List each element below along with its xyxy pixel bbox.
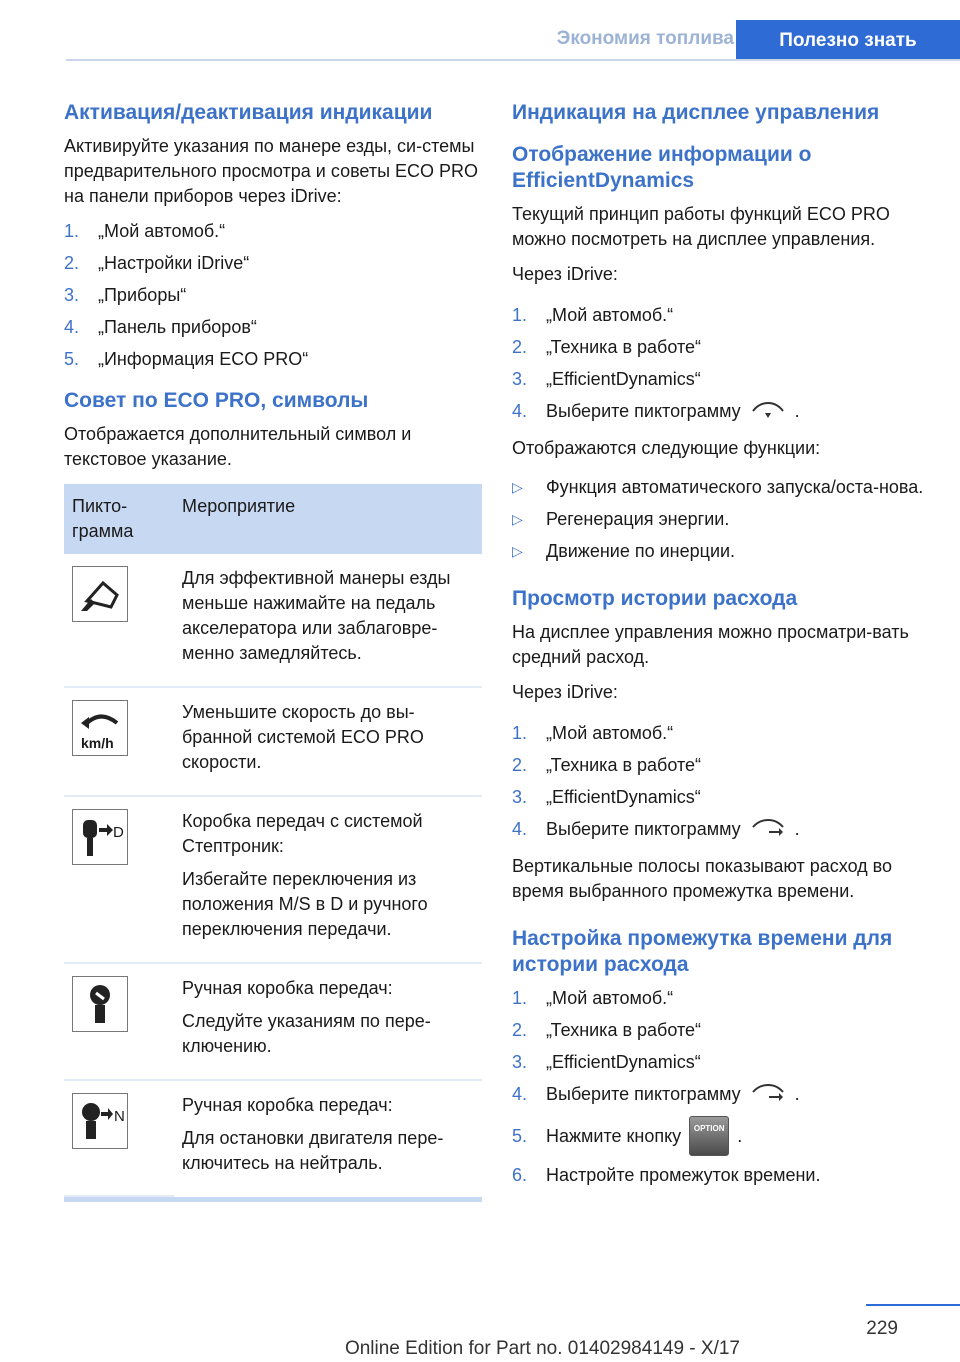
list-item: 4. Выберите пиктограмму . (512, 1082, 932, 1109)
section-heading-display: Индикация на дисплее управления (512, 101, 880, 124)
steps-list (512, 303, 932, 426)
section-heading-eco-tips: Совет по ECO PRO, символы (64, 389, 369, 412)
column-header-pictogram: Пикто-грамма (64, 484, 174, 554)
table-cell-text: Следуйте указаниям по пере-ключению. (182, 1011, 431, 1056)
table-cell-text: Ручная коробка передач: (182, 978, 393, 998)
tab-fuel-economy[interactable]: Экономия топлива (556, 28, 734, 49)
paragraph: Вертикальные полосы показывают расход во время выбранного промежутка времени. (512, 856, 893, 901)
table-row (64, 1080, 482, 1196)
column-header-action: Мероприятие (174, 484, 482, 554)
header-divider (66, 59, 960, 61)
table-row (64, 963, 482, 1080)
footer-divider (866, 1304, 960, 1306)
list-item: 1. „Мой автомоб.“ (512, 723, 674, 743)
list-item: 2. „Техника в работе“ (512, 1020, 702, 1040)
list-item: 1. „Мой автомоб.“ (512, 305, 674, 325)
section-heading-time-range: Настройка промежутка времени для истории расхода (512, 927, 893, 976)
list-item: ▷ Функция автоматического запуска/оста-нова. (512, 477, 924, 497)
list-item: 6. Настройте промежуток времени. (512, 1165, 821, 1185)
table-row (64, 554, 482, 687)
list-item: 2. „Техника в работе“ (512, 337, 702, 357)
list-item: 4. Выберите пиктограмму . (512, 817, 932, 844)
table-row (64, 687, 482, 796)
header-bar (66, 0, 960, 60)
paragraph: Через iDrive: (512, 682, 618, 702)
table-cell-text: Избегайте переключения из положения M/S в D и ручного переключения передачи. (182, 869, 428, 939)
table-cell-text: Коробка передач с системой Стептроник: (182, 811, 423, 856)
right-column (512, 100, 932, 1198)
functions-list (512, 475, 932, 564)
table-cell-text: Для эффективной манеры езды меньше нажимайте на педаль акселератора или заблаговре-менно замедляйтесь. (182, 568, 451, 663)
section-heading-activation: Активация/деактивация индикации (64, 101, 433, 124)
list-item: 3. „EfficientDynamics“ (512, 1052, 701, 1072)
page-number: 229 (866, 1318, 898, 1339)
eco-symbols-table (64, 484, 482, 1197)
list-item: ▷ Движение по инерции. (512, 541, 736, 561)
table-cell-text: Ручная коробка передач: (182, 1095, 393, 1115)
tab-useful-info[interactable]: Полезно знать (736, 20, 960, 61)
history-car-icon (751, 1082, 785, 1109)
option-button-icon: OPTION (689, 1116, 729, 1156)
left-column (64, 100, 482, 1202)
list-item: 3. „EfficientDynamics“ (512, 787, 701, 807)
paragraph: Отображаются следующие функции: (512, 438, 821, 458)
paragraph: Активируйте указания по манере езды, си-стемы предварительного просмотра и советы ECO PRO на панели приборов через iDrive: (64, 136, 479, 206)
history-car-icon (751, 817, 785, 844)
gearshift-d-icon: D (72, 809, 128, 865)
efficientdynamics-car-icon (751, 399, 785, 426)
gearshift-manual-icon (72, 976, 128, 1032)
gearshift-n-icon: N (72, 1093, 128, 1149)
list-item: 3. „EfficientDynamics“ (512, 369, 701, 389)
steps-list (512, 721, 932, 844)
section-heading-efficientdynamics: Отображение информации о EfficientDynamics (512, 143, 812, 192)
foot-pedal-icon (72, 566, 128, 622)
table-row (64, 796, 482, 963)
list-item: 4. „Панель приборов“ (64, 317, 257, 337)
table-header-row (64, 484, 482, 554)
list-item: 1. „Мой автомоб.“ (64, 221, 226, 241)
list-item: 5. „Информация ECO PRO“ (64, 349, 309, 369)
speed-reduce-icon: km/h (72, 700, 128, 756)
paragraph: Через iDrive: (512, 264, 618, 284)
table-cell-text: Уменьшите скорость до вы-бранной системой ECO PRO скорости. (182, 702, 424, 772)
list-item: 3. „Приборы“ (64, 285, 187, 305)
table-cell-text: Для остановки двигателя пере-ключитесь на нейтраль. (182, 1128, 444, 1173)
list-item: 2. „Настройки iDrive“ (64, 253, 250, 273)
paragraph: На дисплее управления можно просматри-вать средний расход. (512, 622, 909, 667)
edition-text: Online Edition for Part no. 01402984149 - X/17 (344, 1338, 740, 1359)
list-item: 2. „Техника в работе“ (512, 755, 702, 775)
paragraph: Отображается дополнительный символ и текстовое указание. (64, 424, 412, 469)
paragraph: Текущий принцип работы функций ECO PRO можно посмотреть на дисплее управления. (512, 204, 890, 249)
list-item: 4. Выберите пиктограмму . (512, 399, 932, 426)
steps-list (512, 986, 932, 1188)
section-heading-history: Просмотр истории расхода (512, 587, 798, 610)
list-item: 5. Нажмите кнопку OPTION . (512, 1116, 932, 1156)
steps-list (64, 219, 482, 372)
list-item: 1. „Мой автомоб.“ (512, 988, 674, 1008)
table-footer-bar (64, 1197, 482, 1202)
list-item: ▷ Регенерация энергии. (512, 509, 730, 529)
